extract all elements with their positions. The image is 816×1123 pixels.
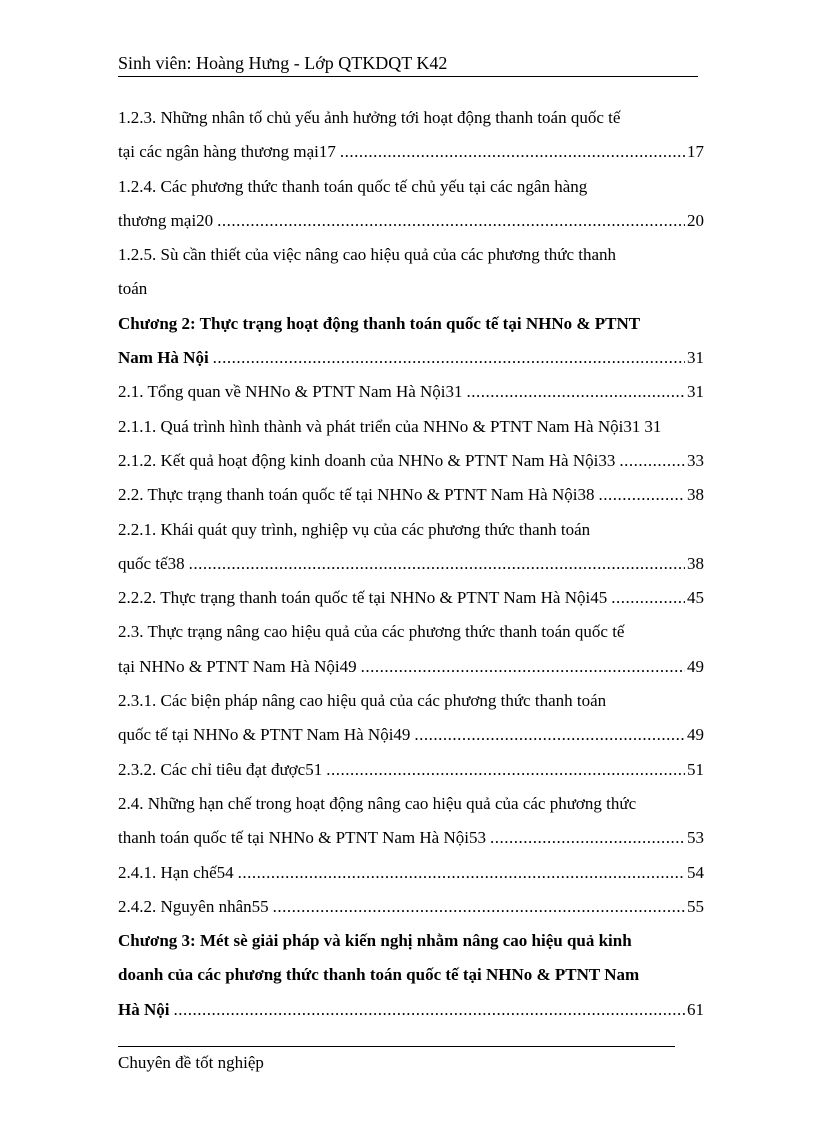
footer-divider xyxy=(118,1046,675,1047)
dot-leader xyxy=(213,341,685,375)
toc-entry-chuong-2[interactable] xyxy=(118,307,704,376)
toc-entry-line: 2.4. Những hạn chế trong hoạt động nâng cao hiệu quả của các phương thức xyxy=(118,793,637,813)
toc-entry-line: Chương 2: Thực trạng hoạt động thanh toán quốc tế tại NHNo & PTNT xyxy=(118,313,641,333)
table-of-contents xyxy=(118,101,704,1027)
dot-leader xyxy=(619,444,685,478)
toc-entry-1-2-3[interactable] xyxy=(118,101,704,170)
toc-entry-line: Nam Hà Nội xyxy=(118,348,209,368)
toc-entry-line: toán xyxy=(118,279,148,299)
toc-entry-line: 2.2. Thực trạng thanh toán quốc tế tại NHNo & PTNT Nam Hà Nội38 xyxy=(118,485,595,505)
toc-entry-chuong-3[interactable] xyxy=(118,924,704,1027)
toc-page-number: 31 xyxy=(644,416,662,436)
toc-entry-2-4-2[interactable] xyxy=(118,890,704,924)
toc-entry-2-3-1[interactable] xyxy=(118,684,704,753)
toc-entry-line: 2.3.2. Các chỉ tiêu đạt được51 xyxy=(118,759,323,779)
toc-page-number: 53 xyxy=(687,828,704,848)
toc-entry-line: 2.4.1. Hạn chế54 xyxy=(118,862,234,882)
toc-entry-line: 1.2.4. Các phương thức thanh toán quốc tế chủ yếu tại các ngân hàng xyxy=(118,176,588,196)
toc-entry-2-1-2[interactable] xyxy=(118,444,704,478)
toc-page-number: 20 xyxy=(687,210,704,230)
toc-entry-line: doanh của các phương thức thanh toán quốc tế tại NHNo & PTNT Nam xyxy=(118,965,640,985)
toc-page-number: 38 xyxy=(687,485,704,505)
page-footer: Chuyên đề tốt nghiệp xyxy=(118,1053,264,1072)
toc-entry-2-2[interactable] xyxy=(118,478,704,512)
toc-entry-line: Hà Nội xyxy=(118,999,170,1019)
toc-entry-line: quốc tế38 xyxy=(118,553,185,573)
toc-page-number: 54 xyxy=(687,862,704,882)
toc-entry-line: 2.1. Tổng quan về NHNo & PTNT Nam Hà Nội31 xyxy=(118,382,463,402)
toc-entry-2-4[interactable] xyxy=(118,787,704,856)
toc-entry-2-2-1[interactable] xyxy=(118,513,704,582)
toc-entry-2-2-2[interactable] xyxy=(118,581,704,615)
toc-page-number: 38 xyxy=(687,553,704,573)
toc-page-number: 49 xyxy=(687,725,704,745)
toc-entry-line: quốc tế tại NHNo & PTNT Nam Hà Nội49 xyxy=(118,725,411,745)
toc-entry-line: 1.2.3. Những nhân tố chủ yếu ảnh hưởng tới hoạt động thanh toán quốc tế xyxy=(118,108,621,127)
toc-entry-line: 2.2.2. Thực trạng thanh toán quốc tế tại NHNo & PTNT Nam Hà Nội45 xyxy=(118,588,608,608)
toc-entry-2-1[interactable] xyxy=(118,375,704,409)
toc-page-number: 31 xyxy=(687,348,704,368)
dot-leader xyxy=(326,753,685,787)
toc-entry-1-2-5[interactable] xyxy=(118,238,704,307)
toc-entry-line: tại các ngân hàng thương mại17 xyxy=(118,142,336,162)
toc-entry-line: Chương 3: Mét sè giải pháp và kiến nghị nhằm nâng cao hiệu quả kinh xyxy=(118,931,632,951)
toc-page-number: 51 xyxy=(687,759,704,779)
dot-leader xyxy=(414,718,685,752)
dot-leader xyxy=(598,478,685,512)
dot-leader xyxy=(340,135,685,169)
dot-leader xyxy=(611,581,685,615)
dot-leader xyxy=(490,821,685,855)
toc-page-number: 17 xyxy=(687,142,704,162)
toc-page-number: 61 xyxy=(687,999,704,1019)
toc-entry-line: 2.3. Thực trạng nâng cao hiệu quả của các phương thức thanh toán quốc tế xyxy=(118,622,625,642)
toc-page-number: 49 xyxy=(687,656,704,676)
toc-entry-2-4-1[interactable] xyxy=(118,856,704,890)
toc-entry-2-3[interactable] xyxy=(118,615,704,684)
toc-entry-line: 2.1.1. Quá trình hình thành và phát triển của NHNo & PTNT Nam Hà Nội31 xyxy=(118,416,641,436)
toc-page-number: 33 xyxy=(687,450,704,470)
dot-leader xyxy=(189,547,685,581)
page-header: Sinh viên: Hoàng Hưng - Lớp QTKDQT K42 xyxy=(118,53,448,73)
toc-entry-line: thương mại20 xyxy=(118,210,214,230)
toc-entry-2-3-2[interactable] xyxy=(118,753,704,787)
dot-leader xyxy=(361,650,685,684)
dot-leader xyxy=(217,204,685,238)
toc-entry-1-2-4[interactable] xyxy=(118,170,704,239)
toc-entry-line: 1.2.5. Sù cần thiết của việc nâng cao hiệu quả của các phương thức thanh xyxy=(118,245,617,265)
toc-entry-line: 2.3.1. Các biện pháp nâng cao hiệu quả của các phương thức thanh toán xyxy=(118,691,607,711)
toc-page-number: 31 xyxy=(687,382,704,402)
toc-entry-line: 2.4.2. Nguyên nhân55 xyxy=(118,896,269,916)
toc-entry-line: tại NHNo & PTNT Nam Hà Nội49 xyxy=(118,656,357,676)
toc-page-number: 55 xyxy=(687,896,704,916)
dot-leader xyxy=(467,375,685,409)
toc-entry-line: 2.1.2. Kết quả hoạt động kinh doanh của NHNo & PTNT Nam Hà Nội33 xyxy=(118,450,616,470)
toc-entry-line: thanh toán quốc tế tại NHNo & PTNT Nam Hà Nội53 xyxy=(118,828,486,848)
dot-leader xyxy=(173,993,685,1027)
toc-page-number: 45 xyxy=(687,588,704,608)
header-divider xyxy=(118,76,698,77)
dot-leader xyxy=(273,890,685,924)
toc-entry-line: 2.2.1. Khái quát quy trình, nghiệp vụ của các phương thức thanh toán xyxy=(118,519,591,539)
toc-entry-2-1-1[interactable] xyxy=(118,410,704,444)
dot-leader xyxy=(238,856,685,890)
